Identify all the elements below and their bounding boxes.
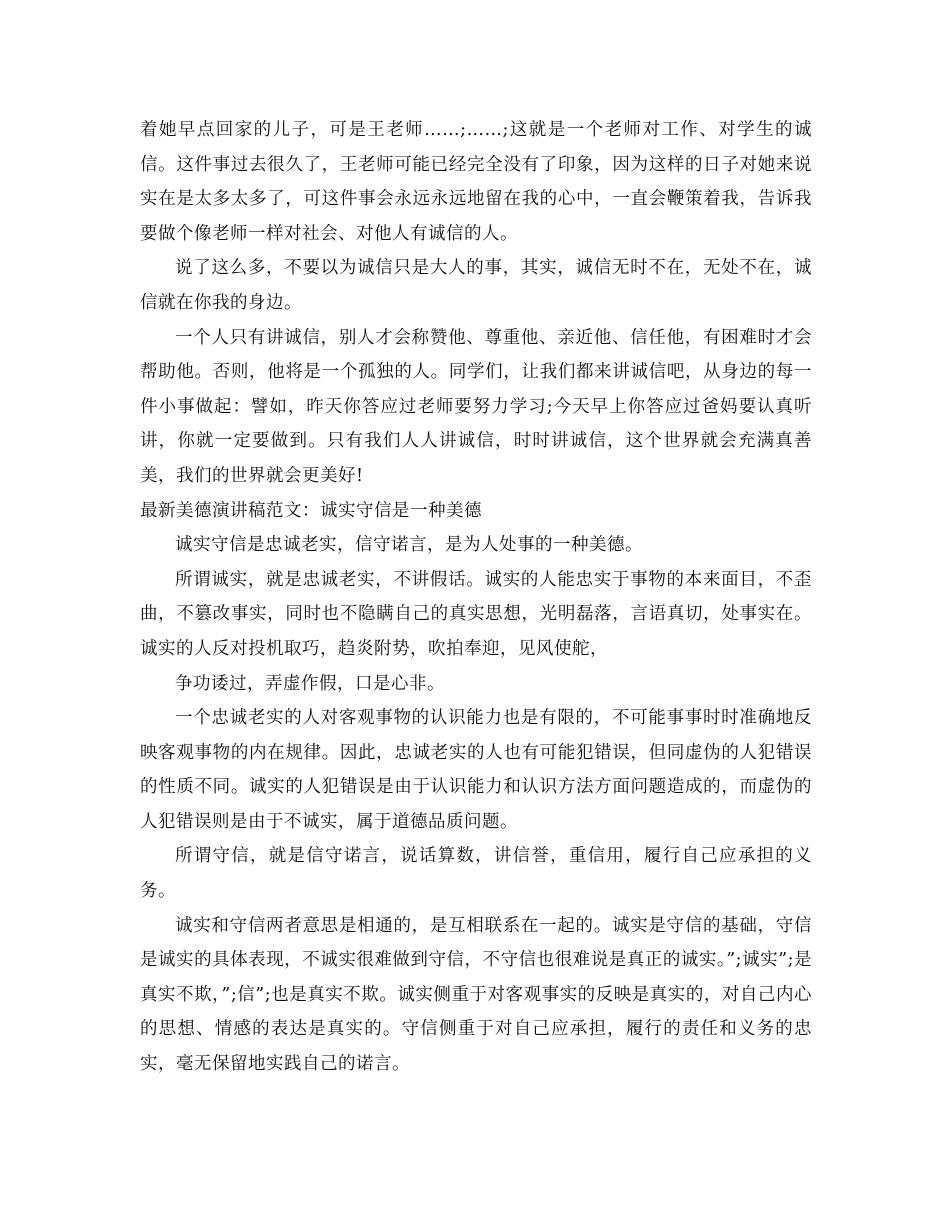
paragraph: 一个人只有讲诚信，别人才会称赞他、尊重他、亲近他、信任他，有困难时才会帮助他。否则，他将是一个孤独的人。同学们，让我们都来讲诚信吧，从身边的每一件小事做起：譬如，昨天你答应过老师要努力学习;今天早上你答应过爸妈要认真听讲，你就一定要做到。只有我们人人讲诚信，时时讲诚信，这个世界就会充满真善美，我们的世界就会更美好!	[140, 327, 812, 486]
paragraph-continuation: 着她早点回家的儿子，可是王老师……;……;这就是一个老师对工作、对学生的诚信。这件事过去很久了，王老师可能已经完全没有了印象，因为这样的日子对她来说实在是太多太多了，可这件事会永远永远地留在我的心中，一直会鞭策着我，告诉我要做个像老师一样对社会、对他人有诚信的人。	[140, 120, 812, 244]
paragraph: 一个忠诚老实的人对客观事物的认识能力也是有限的，不可能事事时时准确地反映客观事物的内在规律。因此，忠诚老实的人也有可能犯错误，但同虚伪的人犯错误的性质不同。诚实的人犯错误是由于认识能力和认识方法方面问题造成的，而虚伪的人犯错误则是由于不诚实，属于道德品质问题。	[140, 708, 812, 832]
document-body	[140, 113, 812, 1082]
paragraph: 诚实守信是忠诚老实，信守诺言，是为人处事的一种美德。	[175, 535, 643, 556]
section-heading: 最新美德演讲稿范文：诚实守信是一种美德	[140, 500, 482, 521]
paragraph: 说了这么多，不要以为诚信只是大人的事，其实，诚信无时不在，无处不在，诚信就在你我的身边。	[140, 258, 812, 313]
paragraph: 诚实和守信两者意思是相通的，是互相联系在一起的。诚实是守信的基础，守信是诚实的具体表现，不诚实很难做到守信，不守信也很难说是真正的诚实。”;诚实”;是真实不欺，”;信”;也是真实不欺。诚实侧重于对客观事实的反映是真实的，对自己内心的思想、情感的表达是真实的。守信侧重于对自己应承担，履行的责任和义务的忠实，毫无保留地实践自己的诺言。	[140, 915, 812, 1075]
paragraph: 所谓诚实，就是忠诚老实，不讲假话。诚实的人能忠实于事物的本来面目，不歪曲，不篡改事实，同时也不隐瞒自己的真实思想，光明磊落，言语真切，处事实在。诚实的人反对投机取巧，趋炎附势，吹拍奉迎，见风使舵，	[140, 569, 812, 659]
paragraph: 争功诿过，弄虚作假，口是心非。	[175, 673, 445, 694]
paragraph: 所谓守信，就是信守诺言，说话算数，讲信誉，重信用，履行自己应承担的义务。	[140, 846, 812, 902]
